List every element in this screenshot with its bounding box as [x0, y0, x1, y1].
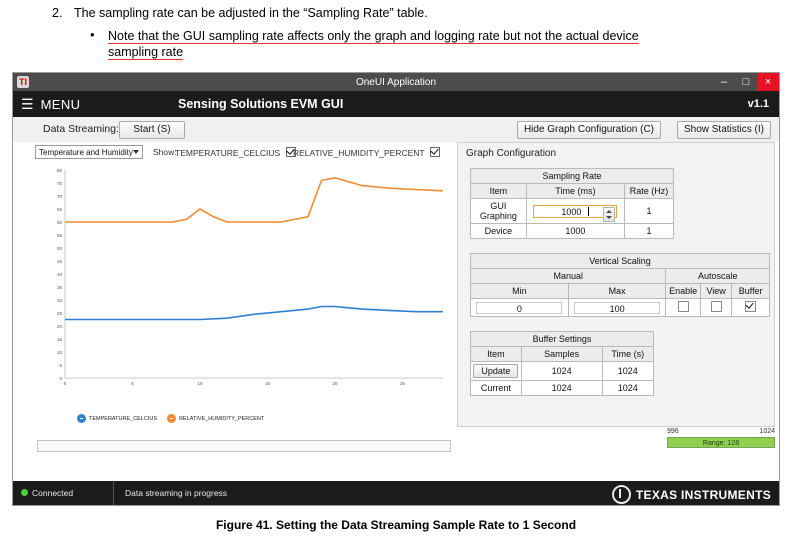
range-tick-labels — [667, 428, 775, 435]
sampling-rate-row-device-item: Device — [471, 224, 527, 239]
checkbox-temperature-label: TEMPERATURE_CELCIUS — [175, 148, 281, 158]
table-row — [471, 381, 654, 396]
svg-text:55: 55 — [56, 232, 62, 238]
main-content — [13, 142, 779, 482]
svg-text:0: 0 — [59, 375, 62, 381]
vertical-scaling-header-buffer: Buffer — [732, 284, 770, 299]
toolbar — [13, 117, 779, 143]
vertical-scaling-min-cell[interactable] — [471, 299, 569, 317]
range-slider[interactable]: Range: 128 — [667, 437, 775, 448]
sampling-rate-device-time: 1000 — [526, 224, 624, 239]
ti-brand-label: TEXAS INSTRUMENTS — [635, 487, 771, 502]
vertical-scaling-min-input[interactable]: 0 — [476, 302, 562, 314]
vertical-scaling-manual-header: Manual — [471, 269, 666, 284]
vertical-scaling-max-input[interactable]: 100 — [574, 302, 660, 314]
checkbox-humidity-label: RELATIVE_HUMIDITY_PERCENT — [293, 148, 425, 158]
series-dropdown-value: Temperature and Humidity — [39, 148, 133, 157]
buffer-settings-table — [470, 331, 654, 396]
buffer-update-cell[interactable] — [471, 362, 522, 381]
svg-text:5: 5 — [59, 362, 62, 368]
svg-text:35: 35 — [56, 284, 62, 290]
buffer-range-control — [457, 428, 775, 450]
table-row — [471, 299, 770, 317]
graph-configuration-title: Graph Configuration — [466, 148, 557, 159]
table-row — [471, 362, 654, 381]
window-controls — [713, 73, 779, 91]
data-streaming-label: Data Streaming: — [43, 123, 119, 135]
svg-text:70: 70 — [56, 193, 62, 199]
svg-text:5: 5 — [131, 381, 134, 386]
buffer-settings-header-time: Time (s) — [602, 347, 654, 362]
vertical-scaling-header-min: Min — [471, 284, 569, 299]
hide-graph-configuration-button[interactable]: Hide Graph Configuration (C) — [517, 121, 661, 139]
table-row — [471, 224, 674, 239]
maximize-button[interactable]: □ — [742, 76, 750, 88]
chart-area[interactable] — [37, 162, 449, 422]
legend-label-temperature: TEMPERATURE_CELCIUS — [89, 415, 158, 422]
ti-logo-icon — [612, 485, 631, 504]
status-message: Data streaming in progress — [125, 488, 228, 498]
figure-caption: Figure 41. Setting the Data Streaming Sample Rate to 1 Second — [215, 518, 577, 532]
vertical-scaling-header-enable: Enable — [666, 284, 700, 299]
show-statistics-button[interactable]: Show Statistics (I) — [677, 121, 771, 139]
svg-text:60: 60 — [56, 219, 62, 225]
text-cursor — [588, 207, 589, 216]
svg-text:75: 75 — [56, 180, 62, 186]
chart-horizontal-scrollbar[interactable] — [37, 440, 451, 452]
sampling-rate-gui-rate: 1 — [624, 199, 673, 224]
svg-text:15: 15 — [56, 336, 62, 342]
autoscale-enable-checkbox[interactable] — [678, 301, 689, 312]
status-bar — [13, 481, 779, 505]
document-text — [52, 4, 782, 60]
sampling-rate-header-item: Item — [471, 184, 527, 199]
checkbox-humidity[interactable] — [293, 147, 440, 158]
table-row — [471, 199, 674, 224]
sampling-rate-table — [470, 168, 674, 239]
app-title: Sensing Solutions EVM GUI — [178, 97, 344, 111]
gui-graphing-time-input[interactable] — [533, 205, 617, 218]
buffer-settings-header-samples: Samples — [521, 347, 602, 362]
buffer-update-samples[interactable]: 1024 — [521, 362, 602, 381]
list-number: 2. — [52, 6, 63, 20]
bullet-item — [90, 28, 782, 60]
svg-text:20: 20 — [332, 381, 338, 386]
buffer-settings-header-item: Item — [471, 347, 522, 362]
chart-legend — [77, 414, 264, 423]
svg-text:0: 0 — [63, 381, 67, 386]
legend-label-humidity: RELATIVE_HUMIDITY_PERCENT — [179, 415, 265, 422]
connection-status — [21, 488, 73, 498]
svg-text:30: 30 — [56, 297, 62, 303]
svg-text:15: 15 — [264, 381, 271, 386]
svg-text:10: 10 — [56, 349, 62, 355]
ti-brand — [612, 485, 771, 504]
svg-text:45: 45 — [56, 258, 62, 264]
status-divider — [113, 481, 114, 505]
sampling-rate-header-rate: Rate (Hz) — [624, 184, 673, 199]
checkbox-temperature[interactable] — [175, 147, 296, 158]
svg-text:25: 25 — [399, 381, 406, 386]
svg-text:80: 80 — [56, 167, 62, 173]
buffer-update-button[interactable]: Update — [473, 364, 518, 378]
application-window — [12, 72, 780, 506]
vertical-scaling-view-cell[interactable] — [700, 299, 732, 317]
vertical-scaling-header-max: Max — [568, 284, 666, 299]
svg-text:65: 65 — [56, 206, 62, 212]
sampling-rate-row-gui-item: GUI Graphing — [471, 199, 527, 224]
graph-configuration-panel — [457, 142, 775, 427]
autoscale-buffer-checkbox[interactable] — [745, 301, 756, 312]
vertical-scaling-max-cell[interactable] — [568, 299, 666, 317]
svg-text:25: 25 — [56, 310, 62, 316]
checkbox-humidity-box[interactable] — [430, 147, 440, 157]
vertical-scaling-table — [470, 253, 770, 317]
bullet-text-line1: Note that the GUI sampling rate affects only the graph and logging rate but not the actual device — [108, 29, 639, 43]
legend-item — [77, 414, 157, 423]
chart-svg — [37, 162, 449, 398]
status-indicator-dot — [21, 489, 28, 496]
gui-graphing-time-value: 1000 — [561, 206, 582, 217]
window-title: OneUI Application — [355, 76, 437, 88]
buffer-current-item: Current — [471, 381, 522, 396]
legend-color-swatch-temperature — [77, 414, 86, 423]
sampling-rate-gui-time-cell[interactable] — [526, 199, 624, 224]
svg-text:20: 20 — [56, 323, 62, 329]
vertical-scaling-autoscale-header: Autoscale — [666, 269, 770, 284]
series-selection-bar — [13, 142, 447, 162]
numbered-item — [52, 4, 782, 22]
buffer-current-time: 1024 — [602, 381, 654, 396]
bullet-glyph: • — [90, 27, 95, 42]
sampling-rate-title: Sampling Rate — [471, 169, 674, 184]
chevron-down-icon — [133, 150, 139, 154]
menu-button-label[interactable]: MENU — [40, 96, 81, 112]
app-version: v1.1 — [747, 98, 769, 110]
svg-text:40: 40 — [56, 271, 62, 277]
sampling-rate-header-time: Time (ms) — [526, 184, 624, 199]
svg-text:10: 10 — [197, 381, 203, 386]
minimize-button[interactable]: – — [720, 76, 728, 88]
legend-item — [167, 414, 264, 423]
vertical-scaling-buffer-cell[interactable] — [732, 299, 770, 317]
legend-color-swatch-humidity — [167, 414, 176, 423]
buffer-update-time[interactable]: 1024 — [602, 362, 654, 381]
start-streaming-button[interactable]: Start (S) — [119, 121, 185, 139]
sampling-rate-device-rate: 1 — [624, 224, 673, 239]
series-dropdown[interactable] — [35, 145, 143, 159]
buffer-settings-title: Buffer Settings — [471, 332, 654, 347]
range-tick-right: 1024 — [759, 428, 775, 435]
connection-status-label: Connected — [32, 488, 74, 498]
vertical-scaling-title: Vertical Scaling — [471, 254, 770, 269]
hamburger-menu-icon[interactable]: ☰ — [21, 96, 34, 112]
menu-bar — [13, 91, 779, 117]
list-item-text: The sampling rate can be adjusted in the “Sampling Rate” table. — [74, 6, 428, 20]
title-bar — [13, 73, 779, 91]
show-label: Show: — [153, 147, 177, 157]
vertical-scaling-header-view: View — [700, 284, 732, 299]
spinner-buttons[interactable] — [603, 207, 615, 222]
range-tick-left: 996 — [667, 428, 679, 435]
close-button[interactable]: × — [757, 73, 779, 91]
vertical-scaling-enable-cell[interactable] — [666, 299, 700, 317]
buffer-current-samples: 1024 — [521, 381, 602, 396]
bullet-text-line2: sampling rate — [108, 45, 184, 59]
autoscale-view-checkbox[interactable] — [711, 301, 722, 312]
svg-text:50: 50 — [56, 245, 62, 251]
app-logo-icon: TI — [19, 77, 27, 87]
